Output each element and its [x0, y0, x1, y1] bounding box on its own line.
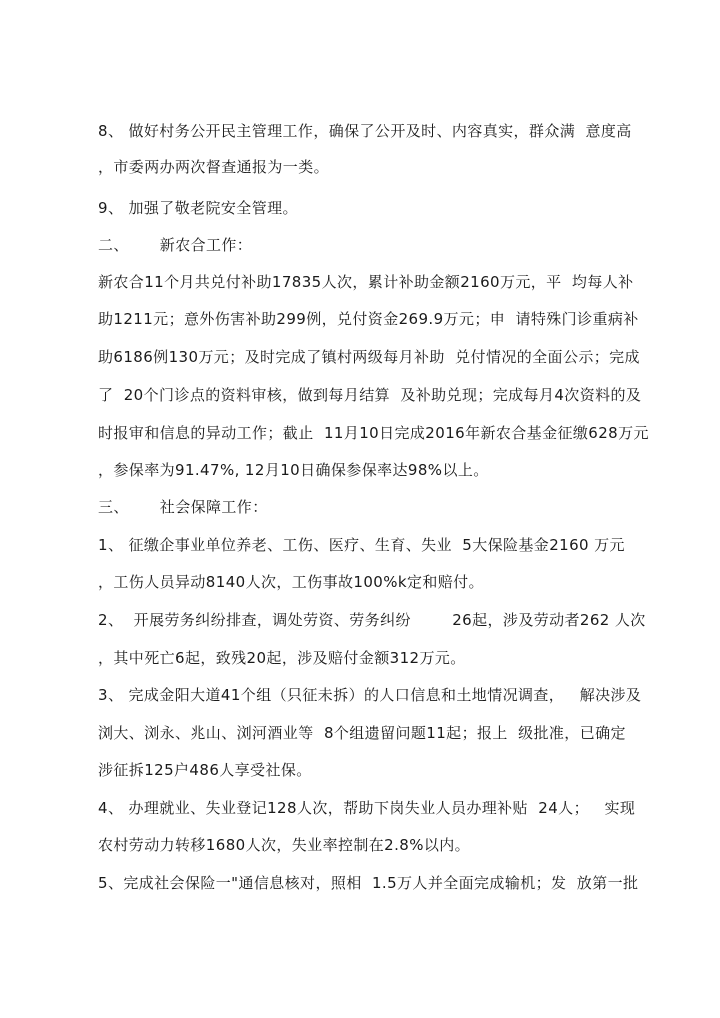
- text-line: ，其中死亡6起，致残20起，涉及赔付金额312万元。: [98, 649, 466, 667]
- text-line: 农村劳动力转移1680人次，失业率控制在2.8%以内。: [98, 836, 471, 854]
- text-line: 8、 做好村务公开民主管理工作，确保了公开及时、内容真实，群众满 意度高: [98, 122, 632, 140]
- text-line: 9、 加强了敬老院安全管理。: [98, 199, 298, 217]
- text-line: ，参保率为91.47%, 12月10日确保参保率达98%以上。: [98, 461, 489, 479]
- text-line: 4、 办理就业、失业登记128人次，帮助下岗失业人员办理补贴 24人； 实现: [98, 799, 636, 817]
- text-line: 助6186例130万元；及时完成了镇村两级每月补助 兑付情况的全面公示；完成: [98, 348, 640, 366]
- text-line: 了 20个门诊点的资料审核，做到每月结算 及补助兑现；完成每月4次资料的及: [98, 386, 642, 404]
- text-line: 5、完成社会保险一"通信息核对，照相 1.5万人并全面完成输机；发 放第一批: [98, 874, 639, 892]
- text-line: ，市委两办两次督查通报为一类。: [98, 158, 330, 176]
- text-line: 涉征拆125户486人享受社保。: [98, 761, 312, 779]
- text-line: 2、 开展劳务纠纷排查，调处劳资、劳务纠纷 26起，涉及劳动者262 人次: [98, 611, 646, 629]
- text-line: 助1211元；意外伤害补助299例，兑付资金269.9万元；申 请特殊门诊重病补: [98, 310, 639, 328]
- text-line: 浏大、浏永、兆山、浏河酒业等 8个组遗留问题11起；报上 级批准，已确定: [98, 724, 626, 742]
- text-line: 时报审和信息的异动工作；截止 11月10日完成2016年新农合基金征缴628万元: [98, 424, 649, 442]
- text-line: ，工伤人员异动8140人次，工伤事故100%k定和赔付。: [98, 573, 484, 591]
- text-line: 1、 征缴企事业单位养老、工伤、医疗、生育、失业 5大保险基金2160 万元: [98, 536, 625, 554]
- section-heading: 二、 新农合工作：: [98, 236, 253, 254]
- text-line: 3、 完成金阳大道41个组（只征未拆）的人口信息和土地情况调查， 解决涉及: [98, 686, 642, 704]
- section-heading: 三、 社会保障工作：: [98, 498, 268, 516]
- text-line: 新农合11个月共兑付补助17835人次，累计补助金额2160万元，平 均每人补: [98, 273, 634, 291]
